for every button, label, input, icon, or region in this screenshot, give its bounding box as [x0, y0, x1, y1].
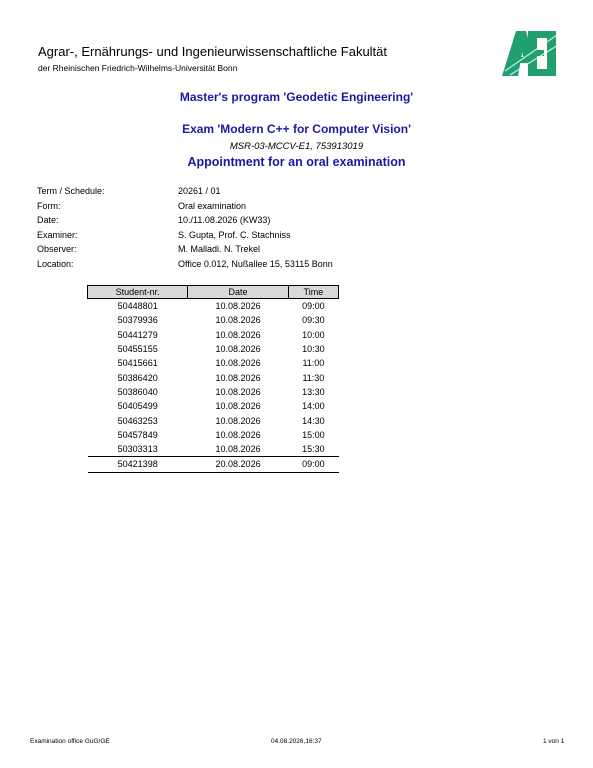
time-cell: 15:30: [302, 444, 325, 455]
student-nr-cell: 50441279: [117, 329, 158, 340]
date-cell: 10.08.2026: [215, 415, 261, 426]
student-nr-cell: 50448801: [117, 301, 158, 312]
student-nr-cell: 50455155: [117, 344, 158, 355]
info-label: Examiner:: [37, 229, 78, 240]
time-cell: 09:00: [288, 457, 338, 472]
table-row: [88, 399, 339, 413]
info-value: S. Gupta, Prof. C. Stachniss: [178, 229, 291, 240]
date-cell: 10.08.2026: [215, 344, 261, 355]
column-header-date: Date: [188, 286, 288, 299]
date-cell: 10.08.2026: [215, 301, 261, 312]
date-cell: 10.08.2026: [215, 372, 261, 383]
date-cell: 10.08.2026: [215, 386, 261, 397]
date-cell: 20.08.2026: [188, 457, 288, 472]
table-row: [88, 328, 339, 342]
date-cell: 10.08.2026: [215, 315, 261, 326]
time-cell: 14:00: [302, 401, 325, 412]
column-header-time: Time: [288, 286, 338, 299]
table-row: [88, 356, 339, 370]
appointment-title: Appointment for an oral examination: [187, 155, 406, 169]
schedule-table: [87, 285, 339, 473]
table-row: [88, 299, 339, 314]
info-value: Office 0.012, Nußallee 15, 53115 Bonn: [178, 258, 333, 269]
table-row: [88, 342, 339, 356]
footer-office: Examination office GuG/GE: [30, 738, 110, 745]
student-nr-cell: 50457849: [117, 429, 158, 440]
time-cell: 09:30: [302, 315, 325, 326]
student-nr-cell: 50463253: [117, 415, 158, 426]
column-header-student-nr: Student-nr.: [88, 286, 188, 299]
table-row: [88, 413, 339, 427]
date-cell: 10.08.2026: [215, 329, 261, 340]
time-cell: 15:00: [302, 429, 325, 440]
exam-code: MSR-03-MCCV-E1, 753913019: [229, 141, 364, 152]
table-row: [88, 457, 339, 472]
student-nr-cell: 50415661: [117, 358, 158, 369]
time-cell: 10:00: [302, 329, 325, 340]
info-value: M. Malladi. N. Trekel: [178, 244, 261, 254]
faculty-logo: [502, 31, 560, 76]
info-value: 20261 / 01: [178, 186, 221, 196]
student-nr-cell: 50379936: [117, 315, 158, 326]
university-subtitle: der Rheinischen Friedrich-Wilhelms-Universität Bonn: [38, 63, 238, 73]
date-cell: 10.08.2026: [215, 401, 261, 412]
program-title: Master's program 'Geodetic Engineering': [179, 90, 414, 104]
info-value: Oral examination: [178, 200, 247, 211]
date-cell: 10.08.2026: [215, 444, 261, 455]
info-label: Observer:: [37, 244, 77, 254]
info-label: Date:: [37, 215, 59, 225]
table-row: [88, 385, 339, 399]
student-nr-cell: 50421398: [88, 457, 188, 472]
time-cell: 13:30: [302, 386, 325, 397]
student-nr-cell: 50303313: [117, 444, 158, 455]
table-row: [88, 370, 339, 384]
table-row: [88, 442, 339, 457]
time-cell: 10:30: [302, 344, 325, 355]
time-cell: 11:30: [302, 372, 325, 383]
student-nr-cell: 50386420: [117, 372, 158, 383]
student-nr-cell: 50386040: [117, 386, 158, 397]
table-row: [88, 313, 339, 327]
footer-page-number: 1 von 1: [543, 738, 565, 745]
faculty-title: Agrar-, Ernährungs- und Ingenieurwissenschaftliche Fakultät: [38, 44, 388, 59]
table-header-row: [88, 286, 339, 299]
time-cell: 14:30: [302, 415, 325, 426]
info-label: Location:: [37, 258, 74, 269]
footer-timestamp: 04.08.2026,16:37: [271, 738, 322, 745]
date-cell: 10.08.2026: [215, 358, 261, 369]
info-label: Form:: [37, 200, 61, 211]
exam-title: Exam 'Modern C++ for Computer Vision': [182, 122, 411, 136]
time-cell: 11:00: [302, 358, 325, 369]
info-value: 10./11.08.2026 (KW33): [178, 215, 271, 225]
date-cell: 10.08.2026: [215, 429, 261, 440]
student-nr-cell: 50405499: [117, 401, 158, 412]
table-row: [88, 428, 339, 442]
time-cell: 09:00: [302, 301, 325, 312]
info-label: Term / Schedule:: [37, 186, 105, 196]
